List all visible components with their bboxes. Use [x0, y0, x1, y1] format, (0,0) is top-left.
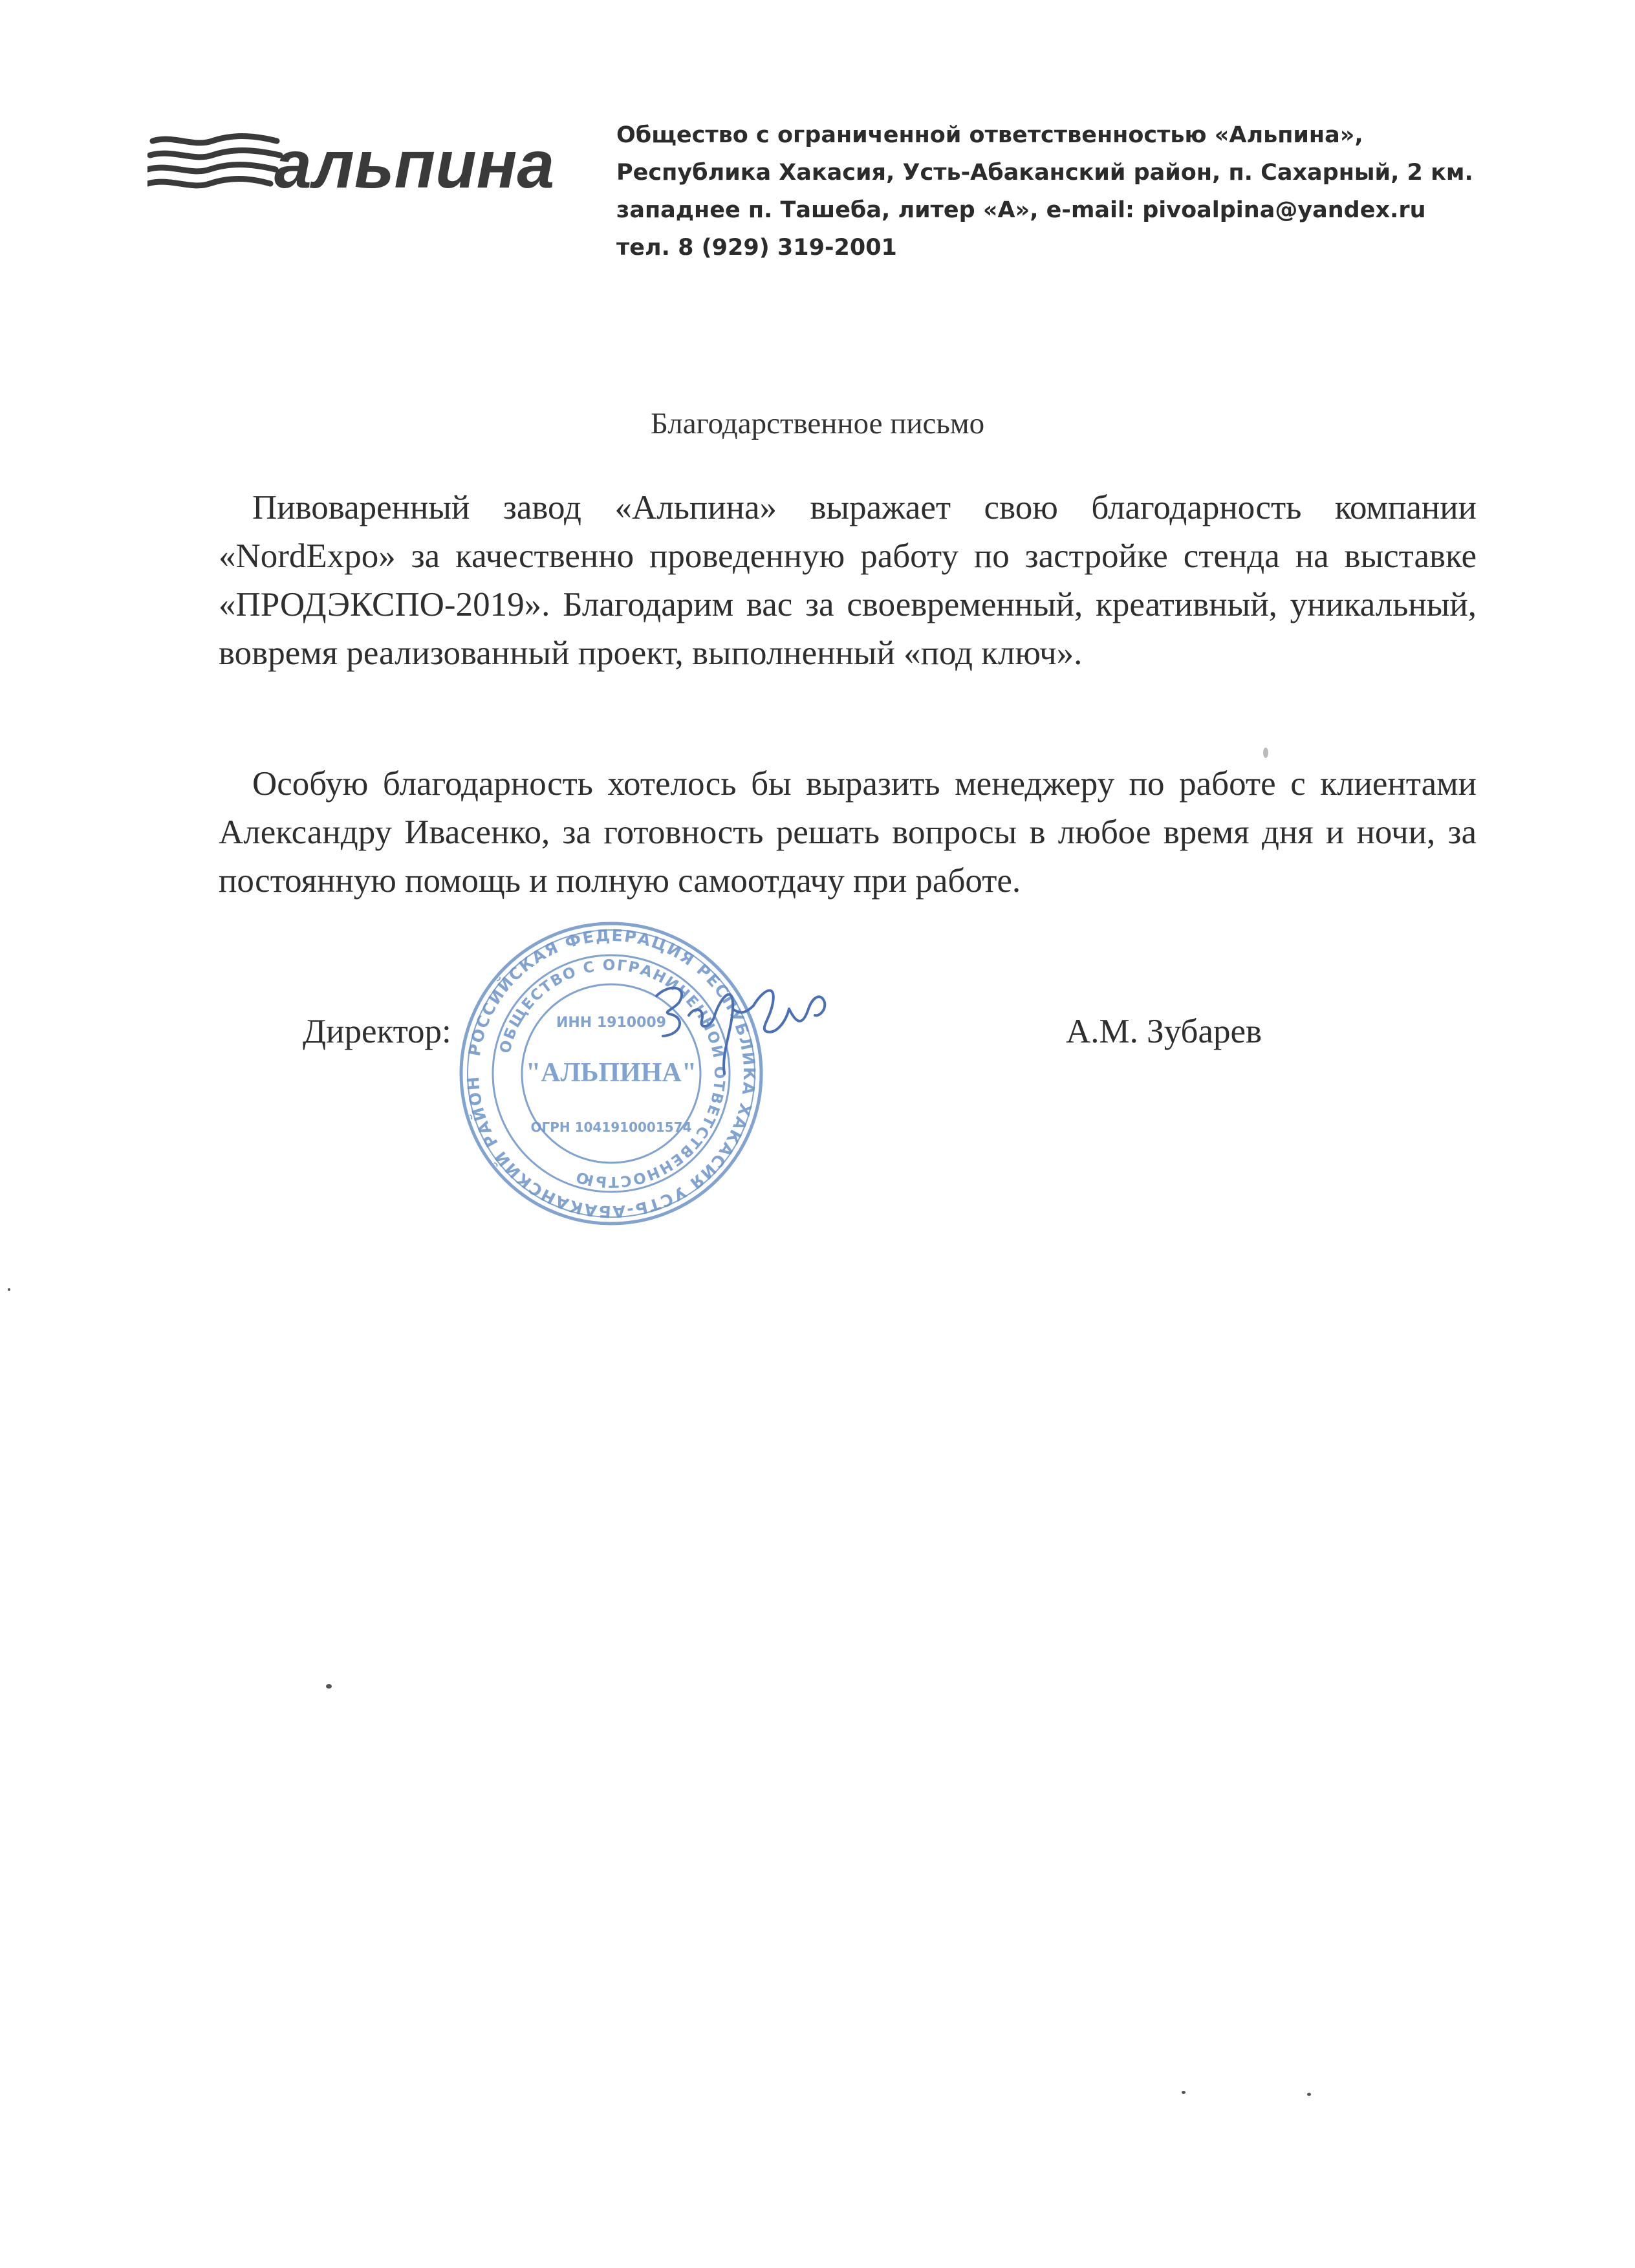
- company-info-line: тел. 8 (929) 319-2001: [616, 235, 897, 261]
- letter-paragraph: [219, 484, 1477, 678]
- signatory-name: А.М. Зубарев: [1066, 1013, 1262, 1050]
- seal-inner-text: ОБЩЕСТВО С ОГРАНИЧЕННОЙ ОТВЕТСТВЕННОСТЬЮ: [497, 956, 728, 1191]
- paragraph-text: Особую благодарность хотелось бы выразить менеджеру по работе с клиентами Александру Ивасенко, за готовность решать вопросы в любое время дня и ночи, за постоянную помощь и полную самоотдачу при работе.: [219, 765, 1477, 900]
- seal-outer-text: РОССИЙСКАЯ ФЕДЕРАЦИЯ РЕСПУБЛИКА ХАКАСИЯ УСТЬ-АБАКАНСКИЙ РАЙОН: [463, 925, 759, 1222]
- company-logo: [147, 123, 561, 200]
- seal-registration-number: ОГРН 1041910001574: [530, 1119, 692, 1135]
- scan-speck: [1182, 2091, 1186, 2094]
- seal-center-text: "АЛЬПИНА": [525, 1058, 697, 1088]
- scan-speck: [1307, 2093, 1311, 2096]
- letter-title: Благодарственное письмо: [650, 407, 985, 440]
- paragraph-text: Пивоваренный завод «Альпина» выражает свою благодарность компании «NordExpo» за качественно проведенную работу по застройке стенда на выставке «ПРОДЭКСПО-2019». Благодарим вас за своевременный, креативный, уникальный, вовремя реализованный проект, выполненный «под ключ».: [219, 489, 1477, 672]
- company-requisites: [616, 116, 1554, 266]
- scan-speck: [8, 1288, 10, 1291]
- company-info-line: западнее п. Ташеба, литер «А», e-mail: pivoalpina@yandex.ru: [616, 197, 1426, 223]
- seal-tax-id: ИНН 1910009: [556, 1015, 667, 1031]
- handwritten-signature: [650, 970, 838, 1080]
- letter-paragraph: [219, 760, 1477, 905]
- company-info-line: Республика Хакасия, Усть-Абаканский район, п. Сахарный, 2 км.: [616, 160, 1473, 186]
- scan-speck: [1263, 748, 1268, 758]
- company-info-line: Общество с ограниченной ответственностью «Альпина»,: [616, 122, 1363, 148]
- scan-speck: [326, 1684, 332, 1689]
- logo-wordmark: альпина: [274, 127, 555, 200]
- signatory-position: Директор:: [303, 1013, 451, 1050]
